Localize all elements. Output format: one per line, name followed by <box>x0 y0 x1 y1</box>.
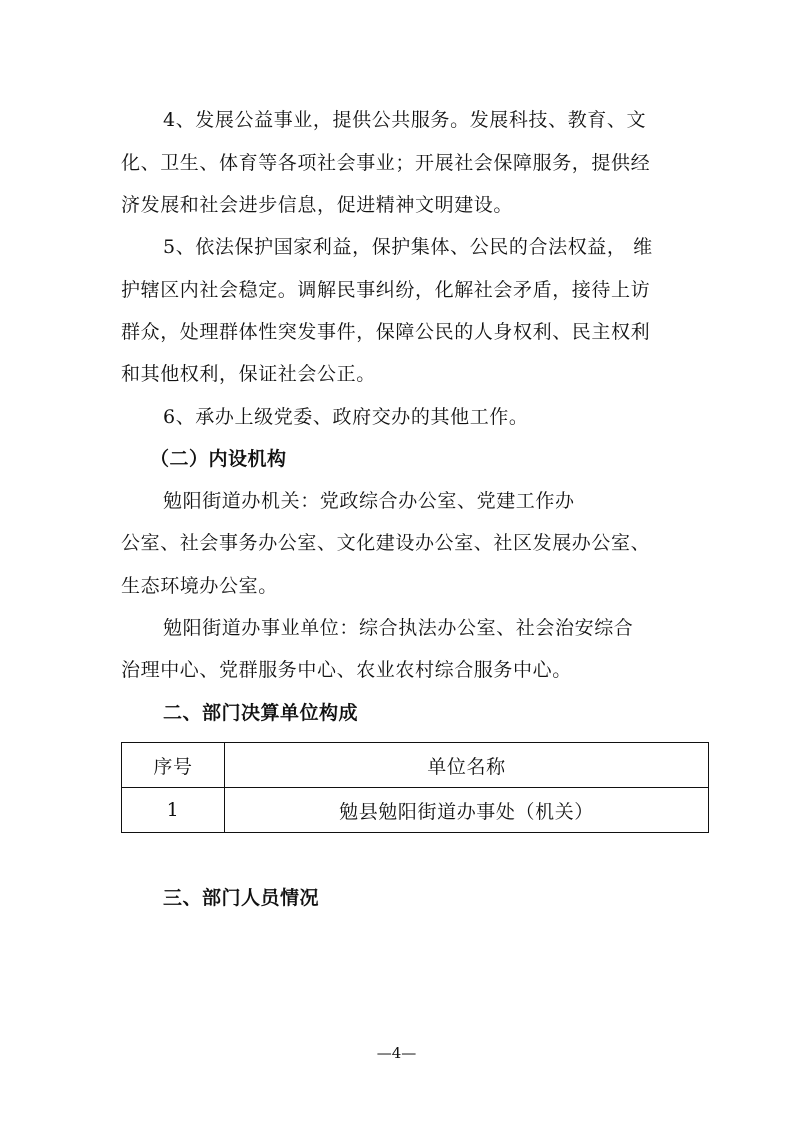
paragraph-line: 济发展和社会进步信息，促进精神文明建设。 <box>121 194 514 216</box>
paragraph-line: 勉阳街道办机关：党政综合办公室、党建工作办 <box>163 490 575 512</box>
table-cell: 1 <box>122 788 225 833</box>
unit-composition-table <box>121 742 709 833</box>
section-heading-three: 三、部门人员情况 <box>163 887 320 909</box>
paragraph-line: 护辖区内社会稳定。调解民事纠纷，化解社会矛盾，接待上访 <box>121 279 651 301</box>
paragraph-line: 勉阳街道办事业单位：综合执法办公室、社会治安综合 <box>163 617 634 639</box>
paragraph-line: 公室、社会事务办公室、文化建设办公室、社区发展办公室、 <box>121 532 651 554</box>
paragraph-line: 4、发展公益事业，提供公共服务。发展科技、教育、文 <box>163 109 647 131</box>
paragraph-line: 生态环境办公室。 <box>121 575 278 597</box>
paragraph-line: 5、依法保护国家利益，保护集体、公民的合法权益， 维 <box>163 236 653 258</box>
paragraph-line: 6、承办上级党委、政府交办的其他工作。 <box>163 406 529 428</box>
paragraph-line: 和其他权利，保证社会公正。 <box>121 363 376 385</box>
table-header-cell: 序号 <box>122 743 225 788</box>
paragraph-line: 化、卫生、体育等各项社会事业；开展社会保障服务，提供经 <box>121 152 651 174</box>
page-number: —4— <box>376 1044 417 1062</box>
table-cell: 勉县勉阳街道办事处（机关） <box>225 788 709 833</box>
paragraph-line: 治理中心、党群服务中心、农业农村综合服务中心。 <box>121 659 572 681</box>
section-heading-internal: （二）内设机构 <box>150 448 287 470</box>
section-heading-two: 二、部门决算单位构成 <box>163 702 359 724</box>
table-header-cell: 单位名称 <box>225 743 709 788</box>
table-header-row <box>122 743 709 788</box>
table-row <box>122 788 709 833</box>
paragraph-line: 群众，处理群体性突发事件，保障公民的人身权利、民主权利 <box>121 321 651 343</box>
